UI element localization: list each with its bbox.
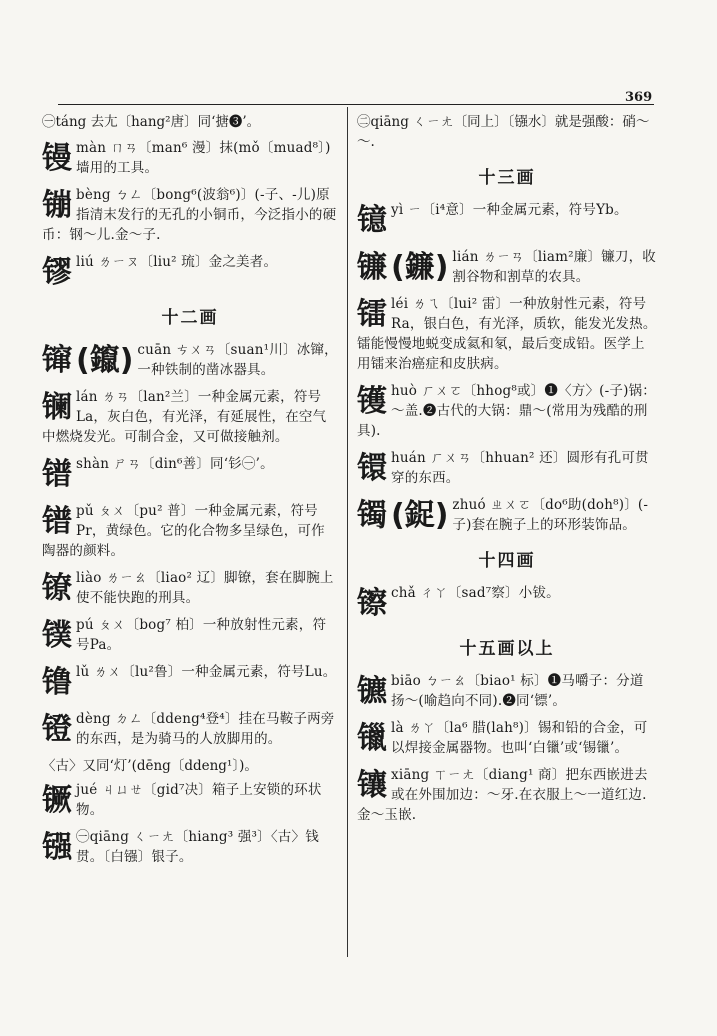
dictionary-entry: [42, 615, 338, 655]
entry-definition: liào ㄌㄧㄠ〔liao² 辽〕脚镣，套在脚腕上使不能快跑的刑具。: [76, 570, 334, 606]
section-heading-12-strokes: 十二画: [161, 308, 219, 328]
dictionary-entry: [357, 765, 657, 825]
entry-group: [42, 780, 338, 867]
entry-definition: dèng ㄉㄥ〔ddeng⁴登⁴〕挂在马鞍子两旁的东西，是为骑马的人放脚用的。: [76, 711, 335, 747]
dictionary-entry: [42, 340, 338, 380]
entry-definition: huán ㄏㄨㄢ〔hhuan² 还〕圆形有孔可贯穿的东西。: [391, 450, 649, 486]
left-column: [42, 112, 338, 874]
lead-entry-continuation: ㊀táng 去尢〔hang²唐〕同‘搪❸’。: [42, 114, 261, 130]
entry-headword: 镳: [357, 674, 387, 709]
entry-definition: màn ㄇㄢ〔man⁶ 漫〕抹(mǒ〔muad⁸〕)墙用的工具。: [76, 140, 331, 176]
entry-definition: huò ㄏㄨㄛ〔hhog⁸或〕❶〈方〉(-子)锅：～盖.❷古代的大锅：鼎～(常用为残酷的刑具).: [357, 383, 656, 439]
entry-definition: cuān ㄘㄨㄢ〔suan¹川〕冰镩，一种铁制的凿冰器具。: [137, 342, 338, 378]
dictionary-entry: [42, 827, 338, 867]
entry-definition: là ㄌㄚ〔la⁶ 腊(lah⁸)〕锡和铅的合金，可以焊接金属器物。也叫‘白镴’或‘锡镴’。: [391, 720, 648, 756]
entry-headword: 镭: [357, 297, 387, 332]
entry-definition: ㊀qiāng ㄑㄧㄤ〔hiang³ 强³〕〈古〉钱贯。〔白镪〕银子。: [76, 829, 319, 865]
dictionary-entry: [42, 185, 338, 245]
dictionary-entry: [357, 583, 657, 623]
entry-definition: pǔ ㄆㄨ〔pu² 普〕一种金属元素，符号Pr，黄绿色。它的化合物多呈绿色，可作陶器的颜料。: [42, 503, 325, 559]
section-heading-14-strokes: 十四画: [478, 551, 536, 571]
entry-headword: 镩: [42, 343, 72, 378]
entry-headword: 镪: [42, 830, 72, 865]
entry-definition: lián ㄌㄧㄢ〔liam²廉〕镰刀，收割谷物和割草的农具。: [452, 249, 656, 285]
entry-headword: 镥: [42, 665, 72, 700]
entry-headword: 镧: [42, 390, 72, 425]
entry-definition: jué ㄐㄩㄝ〔gid⁷决〕箱子上安锁的环状物。: [76, 782, 322, 818]
dictionary-entry: [42, 662, 338, 702]
dictionary-entry: [357, 448, 657, 488]
dictionary-entry: [42, 780, 338, 820]
entry-group: [357, 671, 657, 825]
entry-variant-form: (鐮): [391, 250, 449, 285]
entry-group: [357, 583, 657, 623]
entry-definition: zhuó ㄓㄨㄛ〔do⁶助(doh⁸)〕(-子)套在腕子上的环形装饰品。: [452, 497, 649, 533]
dictionary-entry: [42, 252, 338, 292]
entry-headword: 镠: [42, 255, 72, 290]
entry-definition: liú ㄌㄧㄡ〔liu² 琉〕金之美者。: [76, 254, 278, 270]
entry-group: [42, 340, 338, 749]
entry-headword: 镰: [357, 250, 387, 285]
right-column: [357, 112, 657, 832]
dictionary-entry: [357, 718, 657, 758]
section-heading-15-plus-strokes: 十五画以上: [459, 639, 555, 659]
dictionary-entry: [357, 200, 657, 240]
entry-group: [357, 200, 657, 535]
dictionary-entry: [42, 454, 338, 494]
dictionary-entry: [357, 381, 657, 441]
entry-definition: bèng ㄅㄥ〔bong⁶(波翁⁶)〕(-子、-儿)原指清末发行的无孔的小铜币，今泛指小的硬币：钢～儿.金～子.: [42, 187, 337, 243]
entry-headword: 镫: [42, 712, 72, 747]
lead-entry-continuation: ㊁qiāng ㄑㄧㄤ〔同上〕〔镪水〕就是强酸：硝～～.: [357, 114, 650, 150]
section-heading-13-strokes: 十三画: [478, 168, 536, 188]
entry-headword: 镯: [357, 498, 387, 533]
entry-headword: 镮: [357, 451, 387, 486]
entry-headword: 镨: [42, 457, 72, 492]
entry-headword: 镢: [42, 783, 72, 818]
header-rule: [58, 104, 654, 105]
dictionary-entry: [42, 387, 338, 447]
entry-headword: 镲: [357, 586, 387, 621]
dictionary-entry: [42, 138, 338, 178]
entry-headword: 镚: [42, 188, 72, 223]
entry-definition: lǔ ㄌㄨ〔lu²鲁〕一种金属元素，符号Lu。: [76, 664, 337, 680]
entry-definition: lán ㄌㄢ〔lan²兰〕一种金属元素，符号La，灰白色，有光泽，有延展性，在空气中燃烧发光。可制合金，又可做接触剂。: [42, 389, 327, 445]
entry-definition: biāo ㄅㄧㄠ〔biao¹ 标〕❶马嚼子：分道扬～(喻趋向不同).❷同‘镖’。: [391, 673, 644, 709]
column-divider: [347, 107, 348, 957]
entry-definition: léi ㄌㄟ〔lui² 雷〕一种放射性元素，符号Ra，银白色，有光泽，质软，能发光发热。镭能慢慢地蜕变成氦和氡，最后变成铅。医学上用镭来治癌症和皮肤病。: [357, 296, 657, 372]
entry-definition: pú ㄆㄨ〔bog⁷ 柏〕一种放射性元素，符号Pa。: [76, 617, 327, 653]
entry-variant-form: (鑹): [76, 343, 134, 378]
entry-headword: 镬: [357, 384, 387, 419]
dictionary-entry: [42, 501, 338, 561]
entry-headword: 镴: [357, 721, 387, 756]
entry-headword: 镘: [42, 141, 72, 176]
page-number: 369: [625, 90, 653, 105]
entry-headword: 镱: [357, 203, 387, 238]
entry-headword: 镶: [357, 768, 387, 803]
dictionary-entry: [42, 709, 338, 749]
entry-headword: 镣: [42, 571, 72, 606]
entry-headword: 镤: [42, 618, 72, 653]
entry-variant-form: (鋜): [391, 498, 449, 533]
dictionary-entry: [357, 495, 657, 535]
entry-definition: shàn ㄕㄢ〔din⁶善〕同‘钐㊀’。: [76, 456, 274, 472]
dictionary-entry: [357, 294, 657, 374]
entry-definition: chǎ ㄔㄚ〔sad⁷察〕小钹。: [391, 585, 560, 601]
entry-definition: yì ㄧ〔i⁴意〕一种金属元素，符号Yb。: [391, 202, 628, 218]
entry-headword: 镨: [42, 504, 72, 539]
dictionary-entry: [357, 247, 657, 287]
entry-definition: xiāng ㄒㄧㄤ〔diang¹ 商〕把东西嵌进去或在外围加边：～牙.在衣服上～一道红边.金～玉嵌.: [357, 767, 648, 823]
entry-continuation: 〈古〉又同‘灯’(dēng〔ddeng¹〕)。: [42, 758, 258, 774]
dictionary-entry: [42, 568, 338, 608]
dictionary-entry: [357, 671, 657, 711]
entry-group: [42, 138, 338, 292]
